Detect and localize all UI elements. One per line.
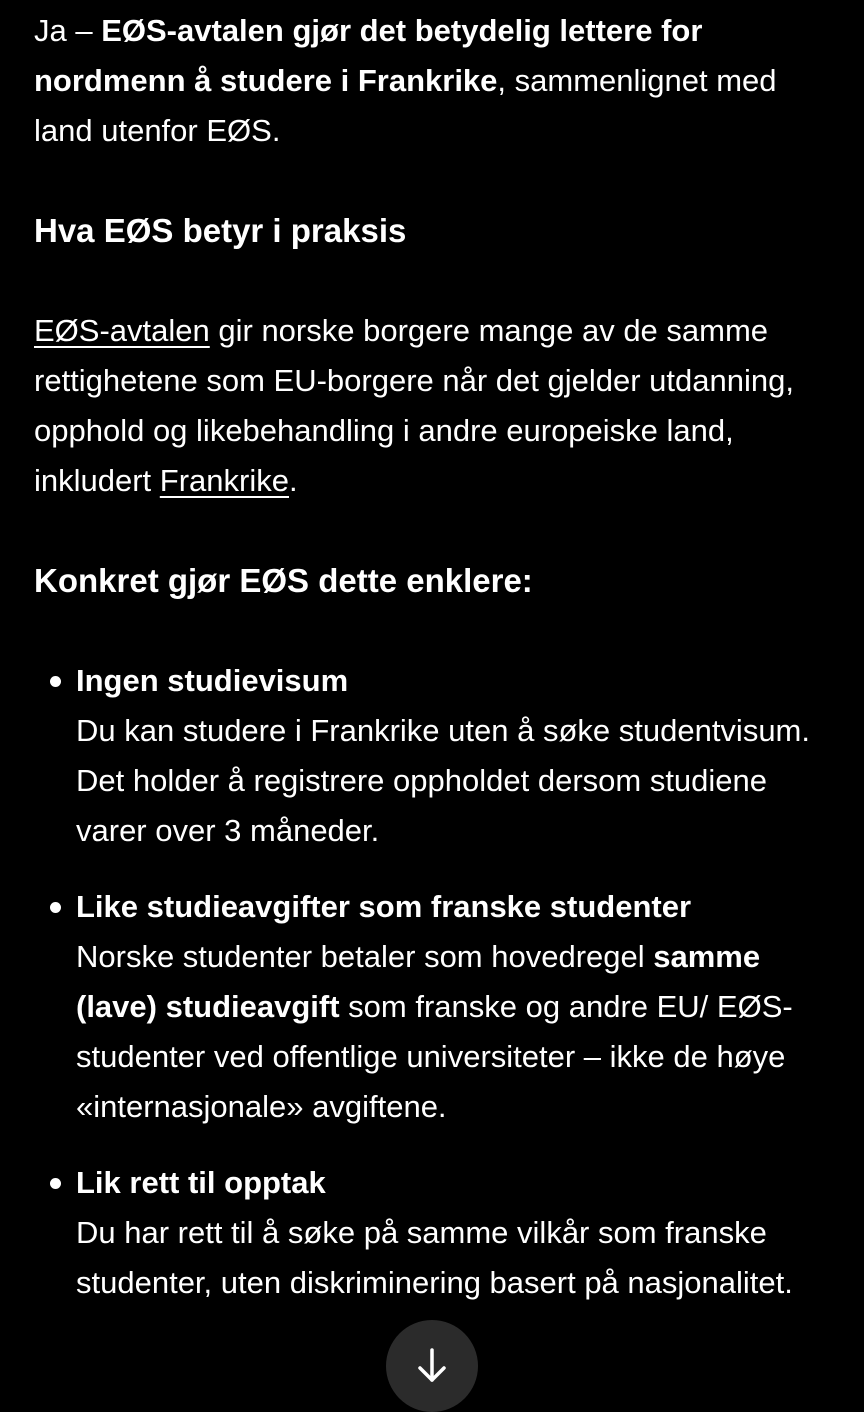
item-body-bold: samme (lave) studieavgift	[76, 939, 761, 1024]
eos-paragraph-text: gir norske borgere mange av de samme rettighetene som EU-borgere når det gjelder utdanning, opphold og likebehandling i andre europeiske land, inkludert	[34, 313, 794, 498]
section-heading-praksis: Hva EØS betyr i praksis	[34, 212, 407, 249]
arrow-down-icon	[414, 1346, 450, 1386]
eos-paragraph	[34, 306, 834, 506]
intro-bold: EØS-avtalen gjør det betydelig lettere for nordmenn å studere i Frankrike	[34, 13, 703, 98]
item-body	[76, 932, 834, 1132]
item-title: Like studieavgifter som franske studenter	[76, 889, 692, 924]
bullet-icon	[50, 902, 61, 913]
item-title: Ingen studievisum	[76, 663, 349, 698]
bullet-icon	[50, 676, 61, 687]
benefit-list	[34, 656, 834, 1308]
item-body: Du kan studere i Frankrike uten å søke studentvisum. Det holder å registrere oppholdet dersom studiene varer over 3 måneder.	[76, 713, 810, 848]
intro-paragraph	[34, 6, 834, 156]
message-content	[34, 6, 834, 1334]
item-body-prefix: Norske studenter betaler som hovedregel	[76, 939, 654, 974]
item-title: Lik rett til opptak	[76, 1165, 326, 1200]
list-item	[34, 656, 834, 856]
bullet-icon	[50, 1178, 61, 1189]
eos-avtalen-link[interactable]: EØS-avtalen	[34, 313, 210, 348]
list-item	[34, 882, 834, 1132]
intro-suffix: , sammenlignet med land utenfor EØS.	[34, 63, 777, 148]
section-heading-konkret: Konkret gjør EØS dette enklere:	[34, 562, 533, 599]
item-body-suffix: som franske og andre EU/ EØS-studenter ved offentlige universiteter – ikke de høye «internasjonale» avgiftene.	[76, 989, 793, 1124]
item-body: Du har rett til å søke på samme vilkår som franske studenter, uten diskriminering basert på nasjonalitet.	[76, 1215, 793, 1300]
frankrike-link[interactable]: Frankrike	[159, 463, 289, 498]
list-item	[34, 1158, 834, 1308]
eos-paragraph-end: .	[289, 463, 298, 498]
scroll-to-bottom-button[interactable]	[386, 1320, 478, 1412]
intro-prefix: Ja –	[34, 13, 102, 48]
